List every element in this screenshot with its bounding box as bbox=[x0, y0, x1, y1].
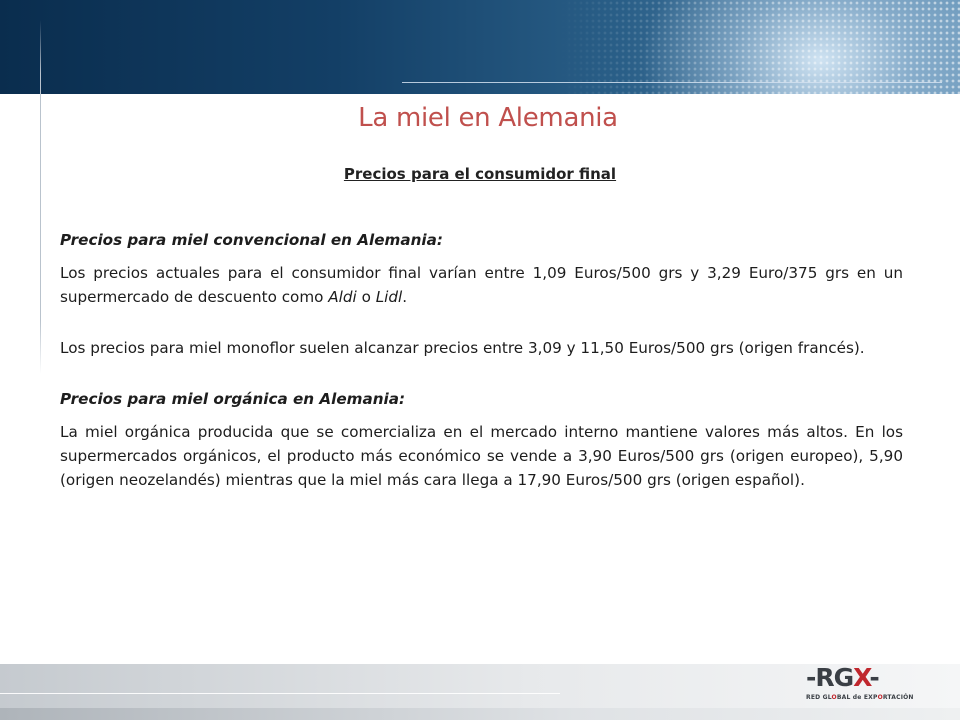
slide-title: La miel en Alemania bbox=[358, 103, 618, 133]
paragraph-monofloral-prices: Los precios para miel monoflor suelen alcanzar precios entre 3,09 y 11,50 Euros/500 grs (origen francés). bbox=[60, 339, 865, 357]
paragraph-conventional-prices bbox=[60, 261, 903, 309]
paragraph-organic-prices: La miel orgánica producida que se comercializa en el mercado interno mantiene valores más altos. En los supermercados orgánicos, el producto más económico se vende a 3,90 Euros/500 grs (origen europeo), 5,90 (origen neozelandés) mientras que la miel más cara llega a 17,90 Euros/500 grs (origen español). bbox=[60, 423, 903, 489]
section-heading-organic: Precios para miel orgánica en Alemania: bbox=[60, 390, 406, 408]
rgx-logo bbox=[806, 664, 926, 704]
slide-body bbox=[60, 228, 903, 492]
brand-lidl: Lidl bbox=[375, 288, 403, 306]
rgx-logo-tagline: RED GLOBAL de EXPORTACIÓN bbox=[806, 694, 914, 701]
section-heading-conventional: Precios para miel convencional en Alemania: bbox=[60, 231, 443, 249]
header-band bbox=[0, 0, 960, 94]
left-vertical-rule bbox=[40, 20, 41, 374]
brand-aldi: Aldi bbox=[328, 288, 357, 306]
connector-text: o bbox=[356, 288, 376, 306]
header-dot-pattern bbox=[560, 0, 960, 94]
paragraph-text: Los precios actuales para el consumidor final varían entre 1,09 Euros/500 grs y 3,29 Euro/375 grs en un supermercado de descuento como bbox=[60, 264, 903, 306]
footer-bottom-strip bbox=[0, 708, 960, 720]
rgx-logo-mark: -RGX- bbox=[806, 663, 879, 692]
slide-subtitle: Precios para el consumidor final bbox=[343, 165, 617, 183]
paragraph-end: . bbox=[402, 288, 408, 306]
header-divider-line bbox=[402, 82, 942, 83]
footer-divider-line bbox=[0, 693, 560, 694]
